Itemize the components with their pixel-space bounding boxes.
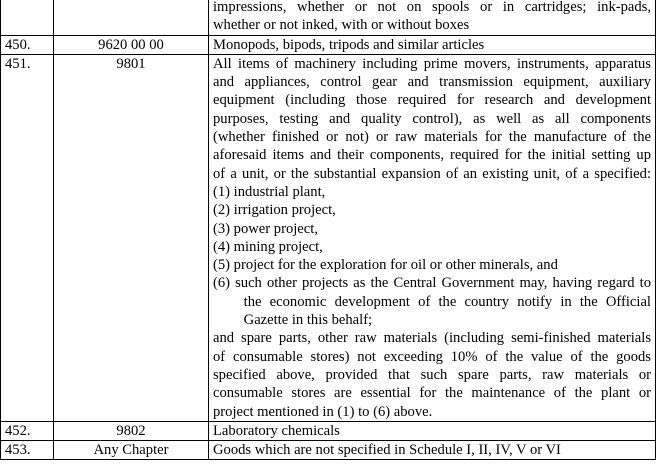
intro-line: purposes, testing and quality control), as well as all components xyxy=(213,110,651,127)
list-item: (4) mining project, xyxy=(213,238,323,255)
closing-line: specified above, provided that such spare parts, raw materials or xyxy=(213,366,651,383)
closing-line: of consumable stores) not exceeding 10% of the value of the goods xyxy=(213,348,651,365)
table-row-453 xyxy=(1,441,656,460)
list-item: (2) irrigation project, xyxy=(213,202,336,219)
tariff-heading-cell: 9801 xyxy=(54,54,209,421)
serial-number-cell: 450. xyxy=(1,35,54,54)
closing-line: consumable stores are essential for the maintenance of the plant or xyxy=(213,385,651,402)
serial-number-cell: 452. xyxy=(1,421,54,440)
closing-line: and spare parts, other raw materials (including semi-finished materials xyxy=(213,330,651,347)
description-cell xyxy=(209,35,656,54)
tariff-heading-cell: 9802 xyxy=(54,421,209,440)
closing-line: project mentioned in (1) to (6) above. xyxy=(213,403,433,420)
table-row-450 xyxy=(1,35,656,54)
tariff-heading-cell: 9620 00 00 xyxy=(54,35,209,54)
serial-number-cell: 451. xyxy=(1,54,54,421)
table-row-continuation xyxy=(1,0,656,35)
description-line: whether or not inked, with or without boxes xyxy=(213,17,470,34)
intro-line: and appliances, control gear and transmission equipment, auxiliary xyxy=(213,74,651,91)
intro-line: equipment (including those required for research and development xyxy=(213,92,651,109)
serial-number-cell xyxy=(1,0,54,35)
tariff-heading-cell: Any Chapter xyxy=(54,441,209,460)
intro-line: of a unit, or the substantial expansion of an existing unit, of a specified: xyxy=(213,165,651,182)
description-cell xyxy=(209,441,656,460)
list-item: (3) power project, xyxy=(213,220,318,237)
list-item: (5) project for the exploration for oil or other minerals, and xyxy=(213,257,558,274)
description-line: Goods which are not specified in Schedule I, II, IV, V or VI xyxy=(213,442,561,459)
list-item: (6) such other projects as the Central Government may, having regard to the economic development of the country notify in the Official Gazette in this behalf; xyxy=(213,275,651,329)
intro-line: aforesaid items and their components, required for the initial setting up xyxy=(213,147,651,164)
table-row-451 xyxy=(1,54,656,421)
description-cell xyxy=(209,0,656,35)
description-cell xyxy=(209,421,656,440)
description-cell xyxy=(209,54,656,421)
intro-line: (whether finished or not) or raw materials for the manufacture of the xyxy=(213,129,651,146)
table-row-452 xyxy=(1,421,656,440)
intro-line: All items of machinery including prime movers, instruments, apparatus xyxy=(213,55,651,72)
description-line: Monopods, bipods, tripods and similar articles xyxy=(213,36,485,53)
list-item: (1) industrial plant, xyxy=(213,183,326,200)
description-line: impressions, whether or not on spools or in cartridges; ink-pads, xyxy=(213,0,651,15)
description-line: Laboratory chemicals xyxy=(213,422,340,439)
tariff-heading-cell xyxy=(54,0,209,35)
serial-number-cell: 453. xyxy=(1,441,54,460)
